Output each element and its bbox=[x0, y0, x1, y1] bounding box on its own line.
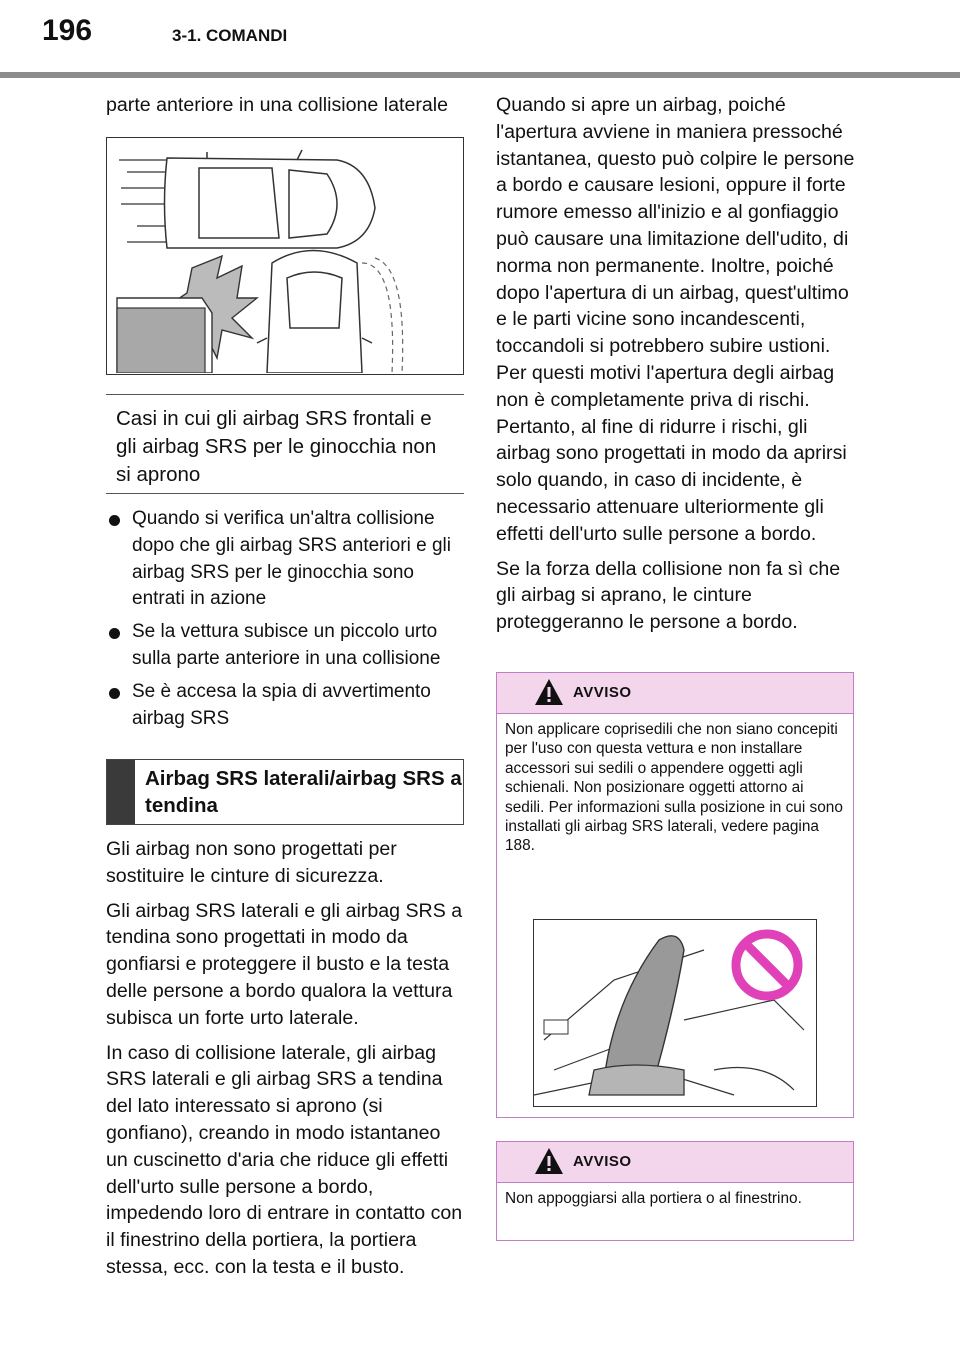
list-item: Se è accesa la spia di avvertimento airbag SRS bbox=[106, 679, 464, 733]
bullet-list bbox=[106, 506, 464, 738]
paragraph: Gli airbag SRS laterali e gli airbag SRS a tendina sono progettati in modo da gonfiarsi e proteggere il busto e la testa delle persone a bordo qualora la vettura subisca un forte urto laterale. bbox=[106, 899, 463, 1029]
subheading-bar bbox=[107, 760, 135, 824]
warning-text: Non applicare coprisedili che non siano concepiti per l'uso con questa vettura e non installare accessori sui sedili o appendere oggetti agli schienali. Non posizionare oggetti attorno ai sedili. Per informazioni sulla posizione in cui sono installati gli airbag SRS laterali, vedere pagina 188. bbox=[505, 721, 843, 855]
warning-text: Non appoggiarsi alla portiera o al finestrino. bbox=[505, 1190, 802, 1207]
car-collision-drawing bbox=[107, 138, 462, 373]
left-body bbox=[106, 836, 464, 1281]
side-collision-illustration bbox=[106, 137, 464, 375]
header-rule bbox=[0, 72, 960, 78]
page-number: 196 bbox=[42, 14, 93, 47]
warning-header bbox=[497, 673, 853, 714]
warning-triangle-icon bbox=[533, 677, 565, 707]
warning-label: AVVISO bbox=[573, 1153, 632, 1170]
subheading-text: Airbag SRS laterali/airbag SRS a tendina bbox=[145, 767, 462, 817]
intro-text: parte anteriore in una collisione laterale bbox=[106, 94, 449, 116]
list-item: Quando si verifica un'altra collisione dopo che gli airbag SRS anteriori e gli airbag SRS per le ginocchia sono entrati in azione bbox=[106, 506, 464, 613]
seat-cover-illustration bbox=[533, 919, 817, 1107]
paragraph: In caso di collisione laterale, gli airbag SRS laterali e gli airbag SRS a tendina del lato interessato si aprono (si gonfiano), creando in modo istantaneo un cuscinetto d'aria che riduce gli effetti dell'urto sulle persone a bordo, impedendo loro di entrare in contatto con il finestrino della portiera, la portiera stessa, ecc. con la testa e il busto. bbox=[106, 1041, 463, 1278]
warning-triangle-icon bbox=[533, 1146, 565, 1176]
page-header bbox=[0, 0, 960, 80]
warning-label: AVVISO bbox=[573, 684, 632, 701]
paragraph: Se la forza della collisione non fa sì che gli airbag si aprano, le cinture proteggeranno le persone a bordo. bbox=[496, 557, 841, 634]
warning-box-2 bbox=[496, 1141, 854, 1241]
list-item: Se la vettura subisce un piccolo urto sulla parte anteriore in una collisione bbox=[106, 619, 464, 673]
right-body bbox=[496, 92, 856, 636]
section-title: 3-1. COMANDI bbox=[172, 26, 288, 45]
heading-airbag-not-deploy: Casi in cui gli airbag SRS frontali e gli airbag SRS per le ginocchia non si aprono bbox=[106, 394, 464, 494]
prohibition-icon bbox=[730, 928, 804, 1002]
page-number-tab bbox=[0, 0, 160, 70]
warning-box-1 bbox=[496, 672, 854, 1118]
paragraph: Gli airbag non sono progettati per sostituire le cinture di sicurezza. bbox=[106, 838, 397, 887]
subheading-side-curtain-airbags bbox=[106, 759, 464, 825]
warning-header bbox=[497, 1142, 853, 1183]
paragraph: Quando si apre un airbag, poiché l'apertura avviene in maniera pressoché istantanea, questo può colpire le persone a bordo e causare lesioni, oppure il forte rumore emesso all'inizio e al gonfiaggio può causare una limitazione dell'udito, di norma non permanente. Inoltre, poiché dopo l'apertura di un airbag, quest'ultimo e le parti vicine sono incandescenti, toccandoli si potrebbero subire ustioni. Per questi motivi l'apertura degli airbag non è completamente priva di rischi. Pertanto, al fine di ridurre i rischi, gli airbag sono progettati in modo da aprirsi solo quando, in caso di incidente, è necessario attenuare ulteriormente gli effetti dell'urto sulle persone a bordo. bbox=[496, 94, 855, 545]
